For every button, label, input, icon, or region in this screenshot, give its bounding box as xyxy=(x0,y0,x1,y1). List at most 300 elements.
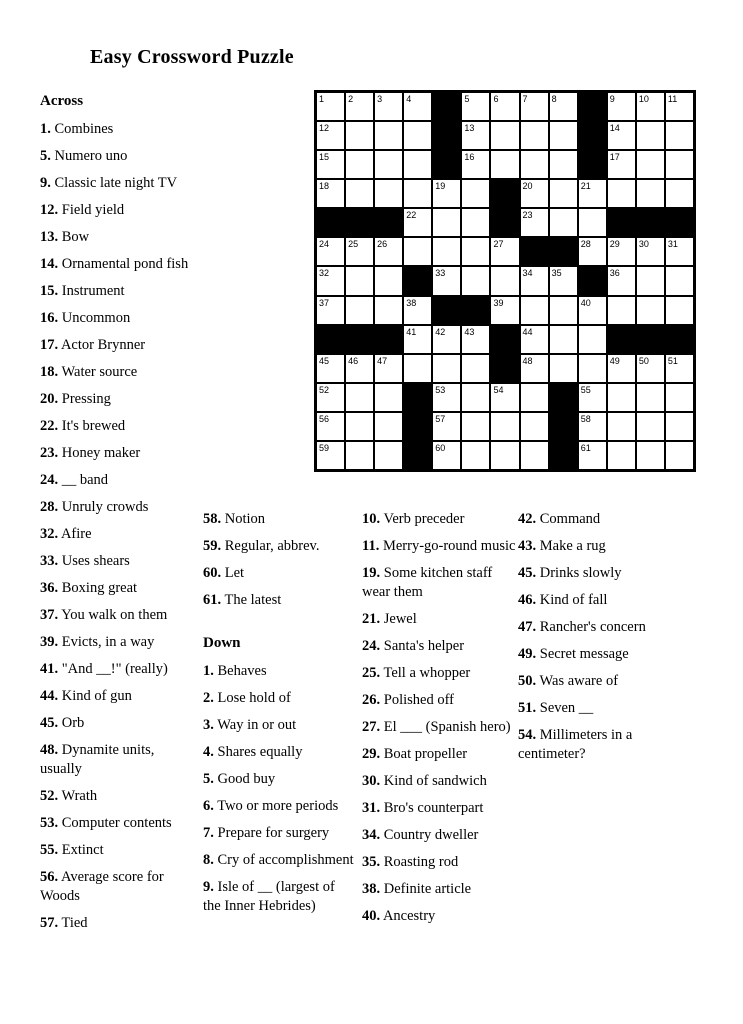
clue-down-45 xyxy=(518,564,690,583)
grid-cell[interactable] xyxy=(579,442,606,469)
clue-text: Actor Brynner xyxy=(58,337,146,353)
clue-number: 33. xyxy=(40,553,59,569)
clue-number: 8. xyxy=(203,852,214,868)
clue-number: 37. xyxy=(40,607,59,623)
grid-cell[interactable] xyxy=(491,384,518,411)
clue-number: 43. xyxy=(518,538,537,554)
grid-cell[interactable] xyxy=(521,209,548,236)
clue-number: 27. xyxy=(362,719,381,735)
grid-cell[interactable] xyxy=(433,238,460,265)
grid-cell[interactable] xyxy=(550,297,577,324)
clue-number: 46. xyxy=(518,592,537,608)
cell-number: 12 xyxy=(319,123,330,134)
clue-across-56 xyxy=(40,868,190,906)
grid-cell[interactable] xyxy=(317,384,344,411)
grid-cell[interactable] xyxy=(608,413,635,440)
grid-cell[interactable] xyxy=(521,326,548,353)
grid-cell[interactable] xyxy=(404,180,431,207)
down-clue-list-part2 xyxy=(362,510,520,926)
clue-text: Some kitchen staff wear them xyxy=(362,565,493,600)
clue-down-21 xyxy=(362,610,520,629)
grid-cell[interactable] xyxy=(637,238,664,265)
grid-cell[interactable] xyxy=(346,384,373,411)
clue-text: Secret message xyxy=(536,646,629,662)
grid-cell-black xyxy=(404,442,431,469)
grid-cell[interactable] xyxy=(608,442,635,469)
grid-cell[interactable] xyxy=(375,413,402,440)
grid-cell[interactable] xyxy=(433,442,460,469)
down-clue-list-part3 xyxy=(518,510,690,764)
clue-across-20 xyxy=(40,390,190,409)
grid-cell[interactable] xyxy=(579,326,606,353)
grid-cell[interactable] xyxy=(433,180,460,207)
clue-text: Bow xyxy=(58,229,90,245)
grid-cell[interactable] xyxy=(491,267,518,294)
clue-text: Bro's counterpart xyxy=(380,800,484,816)
crossword-grid xyxy=(314,90,696,472)
cell-number: 24 xyxy=(319,239,330,250)
clue-number: 16. xyxy=(40,310,59,326)
grid-cell[interactable] xyxy=(346,93,373,120)
clue-number: 44. xyxy=(40,688,59,704)
clue-number: 11. xyxy=(362,538,380,554)
clue-across-41 xyxy=(40,660,190,679)
grid-cell[interactable] xyxy=(375,355,402,382)
clue-text: Notion xyxy=(221,511,266,527)
clue-across-61 xyxy=(203,591,354,610)
clue-down-5 xyxy=(203,770,354,789)
grid-cell[interactable] xyxy=(579,238,606,265)
grid-cell-black xyxy=(550,442,577,469)
grid-cell[interactable] xyxy=(462,151,489,178)
cell-number: 39 xyxy=(493,297,504,308)
clue-number: 59. xyxy=(203,538,222,554)
grid-cell[interactable] xyxy=(491,122,518,149)
grid-cell[interactable] xyxy=(433,267,460,294)
clue-text: Rancher's concern xyxy=(536,619,646,635)
clue-number: 21. xyxy=(362,611,381,627)
clue-text: El ___ (Spanish hero) xyxy=(380,719,511,735)
cell-number: 33 xyxy=(435,268,446,279)
grid-cell[interactable] xyxy=(608,180,635,207)
clue-down-29 xyxy=(362,745,520,764)
clue-across-36 xyxy=(40,579,190,598)
clue-across-39 xyxy=(40,633,190,652)
grid-cell[interactable] xyxy=(433,326,460,353)
grid-cell[interactable] xyxy=(666,122,693,149)
clue-text: Make a rug xyxy=(536,538,606,554)
grid-cell[interactable] xyxy=(491,238,518,265)
grid-cell[interactable] xyxy=(491,413,518,440)
grid-cell[interactable] xyxy=(346,355,373,382)
grid-cell[interactable] xyxy=(608,238,635,265)
clue-down-27 xyxy=(362,718,520,737)
clue-across-53 xyxy=(40,814,190,833)
grid-cell[interactable] xyxy=(521,413,548,440)
clue-column-down-3 xyxy=(518,510,690,772)
grid-cell[interactable] xyxy=(521,151,548,178)
grid-cell[interactable] xyxy=(462,93,489,120)
cell-number: 22 xyxy=(406,210,417,221)
clue-across-14 xyxy=(40,255,190,274)
grid-cell[interactable] xyxy=(637,384,664,411)
clue-down-47 xyxy=(518,618,690,637)
clue-number: 9. xyxy=(40,175,51,191)
grid-cell-black xyxy=(579,93,606,120)
clue-column-across-cont-and-down xyxy=(203,510,354,924)
grid-cell[interactable] xyxy=(608,267,635,294)
grid-cell-black xyxy=(491,209,518,236)
clue-down-4 xyxy=(203,743,354,762)
clue-text: Roasting rod xyxy=(380,854,459,870)
grid-cell[interactable] xyxy=(462,413,489,440)
grid-cell[interactable] xyxy=(637,151,664,178)
cell-number: 32 xyxy=(319,268,330,279)
clue-number: 31. xyxy=(362,800,381,816)
grid-cell[interactable] xyxy=(404,355,431,382)
grid-cell-black xyxy=(346,326,373,353)
clue-number: 12. xyxy=(40,202,59,218)
grid-cell-black xyxy=(579,267,606,294)
grid-cell-black xyxy=(637,326,664,353)
grid-cell[interactable] xyxy=(462,180,489,207)
clue-text: Ancestry xyxy=(380,908,436,924)
across-clue-list-part2 xyxy=(203,510,354,610)
clue-text: __ band xyxy=(58,472,109,488)
cell-number: 54 xyxy=(493,384,504,395)
grid-cell[interactable] xyxy=(637,297,664,324)
grid-cell[interactable] xyxy=(550,122,577,149)
grid-cell[interactable] xyxy=(404,93,431,120)
cell-number: 4 xyxy=(406,94,412,104)
clue-text: Unruly crowds xyxy=(58,499,149,515)
grid-cell[interactable] xyxy=(317,413,344,440)
clue-text: Shares equally xyxy=(213,744,303,760)
clue-text: Boxing great xyxy=(58,580,138,596)
cell-number: 36 xyxy=(609,268,620,279)
grid-cell[interactable] xyxy=(550,151,577,178)
cell-number: 38 xyxy=(406,297,417,308)
clue-number: 50. xyxy=(518,673,537,689)
grid-cell[interactable] xyxy=(550,355,577,382)
clue-number: 19. xyxy=(362,565,381,581)
grid-cell[interactable] xyxy=(375,180,402,207)
grid-cell[interactable] xyxy=(637,93,664,120)
grid-cell[interactable] xyxy=(637,355,664,382)
grid-cell[interactable] xyxy=(550,326,577,353)
grid-cell[interactable] xyxy=(579,413,606,440)
clue-number: 48. xyxy=(40,742,59,758)
grid-cell[interactable] xyxy=(608,93,635,120)
clue-number: 56. xyxy=(40,869,59,885)
grid-cell[interactable] xyxy=(521,122,548,149)
clue-down-26 xyxy=(362,691,520,710)
grid-cell[interactable] xyxy=(346,297,373,324)
grid-cell[interactable] xyxy=(375,93,402,120)
grid-cell-black xyxy=(317,326,344,353)
cell-number: 15 xyxy=(319,152,330,163)
clue-column-across xyxy=(40,92,190,941)
clue-across-45 xyxy=(40,714,190,733)
grid-cell-black xyxy=(404,384,431,411)
grid-cell[interactable] xyxy=(521,180,548,207)
grid-cell[interactable] xyxy=(521,297,548,324)
clue-text: Boat propeller xyxy=(380,746,468,762)
grid-cell-black xyxy=(375,326,402,353)
grid-cell[interactable] xyxy=(346,180,373,207)
clue-down-3 xyxy=(203,716,354,735)
grid-cell[interactable] xyxy=(637,442,664,469)
grid-cell[interactable] xyxy=(462,355,489,382)
grid-cell[interactable] xyxy=(317,355,344,382)
clue-text: Cry of accomplishment xyxy=(213,852,354,868)
clue-number: 22. xyxy=(40,418,59,434)
grid-cell[interactable] xyxy=(579,180,606,207)
grid-cell[interactable] xyxy=(579,209,606,236)
clue-number: 26. xyxy=(362,692,381,708)
clue-text: Millimeters in a centimeter? xyxy=(518,727,633,762)
grid-cell[interactable] xyxy=(317,122,344,149)
grid-cell[interactable] xyxy=(666,413,693,440)
clue-number: 20. xyxy=(40,391,59,407)
cell-number: 23 xyxy=(522,210,533,221)
clue-text: Polished off xyxy=(380,692,454,708)
clue-down-43 xyxy=(518,537,690,556)
clue-number: 41. xyxy=(40,661,59,677)
clue-number: 55. xyxy=(40,842,59,858)
grid-cell[interactable] xyxy=(608,355,635,382)
clue-text: Drinks slowly xyxy=(536,565,622,581)
grid-cell[interactable] xyxy=(666,180,693,207)
clue-number: 54. xyxy=(518,727,537,743)
grid-cell[interactable] xyxy=(317,180,344,207)
grid-cell[interactable] xyxy=(637,413,664,440)
clue-number: 30. xyxy=(362,773,381,789)
grid-cell[interactable] xyxy=(346,413,373,440)
clue-text: Jewel xyxy=(380,611,417,627)
clue-number: 53. xyxy=(40,815,59,831)
clue-number: 45. xyxy=(40,715,59,731)
clue-text: Way in or out xyxy=(213,717,297,733)
clue-text: Verb preceder xyxy=(380,511,465,527)
clue-text: Numero uno xyxy=(50,148,128,164)
clue-number: 24. xyxy=(362,638,381,654)
grid-cell[interactable] xyxy=(608,122,635,149)
grid-cell[interactable] xyxy=(579,355,606,382)
grid-cell[interactable] xyxy=(317,151,344,178)
grid-cell[interactable] xyxy=(375,151,402,178)
grid-cell[interactable] xyxy=(491,151,518,178)
grid-cell[interactable] xyxy=(550,267,577,294)
grid-cell[interactable] xyxy=(404,326,431,353)
cell-number: 19 xyxy=(435,181,446,192)
clue-number: 28. xyxy=(40,499,59,515)
clue-number: 60. xyxy=(203,565,222,581)
cell-number: 1 xyxy=(319,94,325,104)
clue-across-15 xyxy=(40,282,190,301)
clue-number: 3. xyxy=(203,717,214,733)
grid-cell[interactable] xyxy=(521,93,548,120)
cell-number: 61 xyxy=(580,442,591,453)
grid-cell[interactable] xyxy=(666,267,693,294)
grid-cell[interactable] xyxy=(404,238,431,265)
grid-cell[interactable] xyxy=(433,355,460,382)
cell-number: 55 xyxy=(580,384,591,395)
grid-cell-black xyxy=(404,267,431,294)
grid-cell[interactable] xyxy=(317,93,344,120)
grid-cell[interactable] xyxy=(608,384,635,411)
grid-cell-black xyxy=(346,209,373,236)
grid-cell[interactable] xyxy=(666,93,693,120)
grid-cell[interactable] xyxy=(346,267,373,294)
clue-across-59 xyxy=(203,537,354,556)
grid-cell[interactable] xyxy=(317,267,344,294)
clue-down-38 xyxy=(362,880,520,899)
clue-text: Definite article xyxy=(380,881,472,897)
grid-cell[interactable] xyxy=(346,442,373,469)
grid-cell-black xyxy=(491,326,518,353)
grid-cell[interactable] xyxy=(404,297,431,324)
grid-cell[interactable] xyxy=(375,122,402,149)
cell-number: 56 xyxy=(319,413,330,424)
cell-number: 58 xyxy=(580,413,591,424)
grid-cell[interactable] xyxy=(462,122,489,149)
grid-cell[interactable] xyxy=(346,238,373,265)
across-header: Across xyxy=(40,93,84,109)
grid-cell[interactable] xyxy=(521,442,548,469)
down-clue-list-part1 xyxy=(203,662,354,916)
clue-across-48 xyxy=(40,741,190,779)
grid-cell[interactable] xyxy=(491,93,518,120)
clue-text: Let xyxy=(221,565,245,581)
grid-cell[interactable] xyxy=(491,442,518,469)
grid-cell[interactable] xyxy=(346,151,373,178)
clue-across-23 xyxy=(40,444,190,463)
clue-text: Tell a whopper xyxy=(380,665,471,681)
grid-cell-black xyxy=(550,384,577,411)
clue-text: Instrument xyxy=(58,283,125,299)
clue-down-50 xyxy=(518,672,690,691)
grid-cell[interactable] xyxy=(637,267,664,294)
grid-cell[interactable] xyxy=(637,180,664,207)
clue-down-30 xyxy=(362,772,520,791)
grid-cell-black xyxy=(375,209,402,236)
clue-text: Isle of __ (largest of the Inner Hebrides) xyxy=(203,879,335,914)
grid-cell-black xyxy=(550,413,577,440)
clue-text: Combines xyxy=(50,121,114,137)
grid-cell[interactable] xyxy=(346,122,373,149)
grid-cell[interactable] xyxy=(608,151,635,178)
clue-text: Uses shears xyxy=(58,553,130,569)
clue-text: You walk on them xyxy=(58,607,168,623)
cell-number: 18 xyxy=(319,181,330,192)
cell-number: 10 xyxy=(638,94,649,104)
clue-text: Merry-go-round music xyxy=(379,538,516,554)
grid-cell[interactable] xyxy=(375,442,402,469)
clue-number: 51. xyxy=(518,700,537,716)
cell-number: 17 xyxy=(609,152,620,163)
grid-cell[interactable] xyxy=(666,355,693,382)
grid-cell[interactable] xyxy=(666,297,693,324)
grid-cell[interactable] xyxy=(462,209,489,236)
grid-cell[interactable] xyxy=(550,180,577,207)
grid-cell[interactable] xyxy=(433,209,460,236)
grid-cell[interactable] xyxy=(550,209,577,236)
clue-text: Pressing xyxy=(58,391,111,407)
clue-text: Water source xyxy=(58,364,138,380)
cell-number: 40 xyxy=(580,297,591,308)
grid-cell[interactable] xyxy=(375,297,402,324)
grid-cell[interactable] xyxy=(462,326,489,353)
clue-number: 29. xyxy=(362,746,381,762)
grid-cell[interactable] xyxy=(462,238,489,265)
grid-cell[interactable] xyxy=(317,297,344,324)
grid-cell[interactable] xyxy=(462,267,489,294)
grid-cell[interactable] xyxy=(375,238,402,265)
clue-text: Country dweller xyxy=(380,827,479,843)
grid-cell[interactable] xyxy=(521,267,548,294)
clue-text: Orb xyxy=(58,715,85,731)
clue-down-11 xyxy=(362,537,520,556)
grid-cell[interactable] xyxy=(404,209,431,236)
clue-text: Kind of sandwich xyxy=(380,773,487,789)
grid-cell[interactable] xyxy=(462,442,489,469)
grid-cell[interactable] xyxy=(433,413,460,440)
grid-cell[interactable] xyxy=(317,238,344,265)
grid-cell[interactable] xyxy=(666,442,693,469)
clue-number: 10. xyxy=(362,511,381,527)
grid-cell[interactable] xyxy=(375,384,402,411)
grid-cell[interactable] xyxy=(491,297,518,324)
clue-across-37 xyxy=(40,606,190,625)
grid-cell[interactable] xyxy=(433,384,460,411)
cell-number: 35 xyxy=(551,268,562,279)
grid-cell[interactable] xyxy=(608,297,635,324)
clue-across-52 xyxy=(40,787,190,806)
grid-cell[interactable] xyxy=(666,238,693,265)
clue-number: 40. xyxy=(362,908,381,924)
grid-cell[interactable] xyxy=(666,151,693,178)
clue-number: 7. xyxy=(203,825,214,841)
grid-cell[interactable] xyxy=(404,122,431,149)
clue-number: 9. xyxy=(203,879,214,895)
cell-number: 20 xyxy=(522,181,533,192)
grid-cell[interactable] xyxy=(462,384,489,411)
grid-cell-black xyxy=(666,209,693,236)
cell-number: 13 xyxy=(464,123,475,134)
clue-text: Two or more periods xyxy=(213,798,339,814)
clue-text: Kind of fall xyxy=(536,592,608,608)
clue-number: 5. xyxy=(203,771,214,787)
clue-down-42 xyxy=(518,510,690,529)
clue-text: Afire xyxy=(58,526,92,542)
clue-down-49 xyxy=(518,645,690,664)
cell-number: 31 xyxy=(667,239,678,250)
grid-cell[interactable] xyxy=(317,442,344,469)
grid-cell[interactable] xyxy=(637,122,664,149)
cell-number: 2 xyxy=(348,94,354,104)
grid-cell[interactable] xyxy=(521,355,548,382)
grid-cell[interactable] xyxy=(579,297,606,324)
clue-number: 25. xyxy=(362,665,381,681)
grid-cell[interactable] xyxy=(550,93,577,120)
grid-cell[interactable] xyxy=(666,384,693,411)
grid-cell[interactable] xyxy=(579,384,606,411)
grid-cell[interactable] xyxy=(521,384,548,411)
grid-cell[interactable] xyxy=(404,151,431,178)
grid-cell[interactable] xyxy=(375,267,402,294)
grid-cell-black xyxy=(462,297,489,324)
